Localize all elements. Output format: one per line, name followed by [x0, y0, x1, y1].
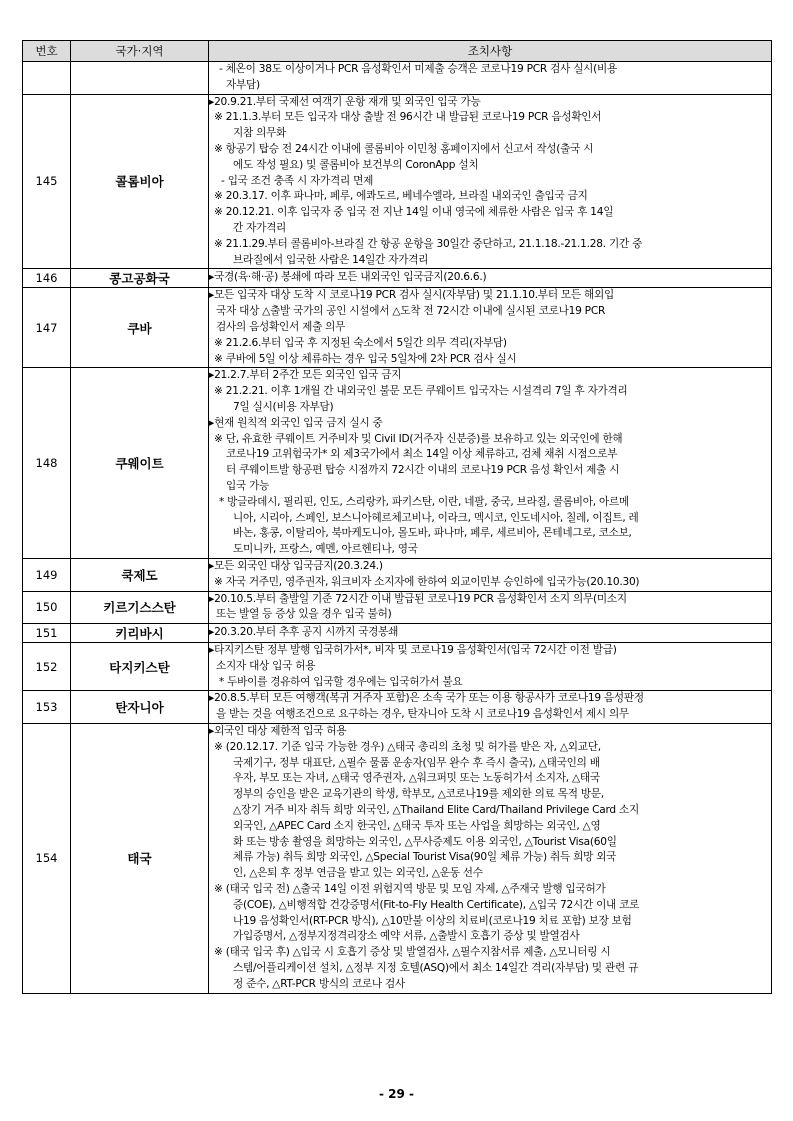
measure-cell	[209, 624, 772, 643]
measure-line: ▸21.2.7.부터 2주간 모든 외국인 입국 금지	[209, 369, 402, 382]
measure-cell	[209, 724, 772, 994]
measure-line: ※ 21.2.21. 이후 1개월 간 내외국인 불문 모든 쿠웨이트 입국자는 시설격리 7일 후 자가격리	[214, 385, 628, 398]
table-row	[23, 724, 772, 994]
measure-line: 니아, 시리아, 스페인, 보스니아헤르체고비나, 이라크, 멕시코, 인도네시아, 칠레, 이집트, 레	[233, 511, 639, 524]
country-name	[71, 62, 209, 95]
measure-line: 인, △은퇴 후 정부 연금을 받고 있는 외국인, △운동 선수	[233, 867, 483, 880]
table-row	[23, 269, 772, 288]
measure-line: 또는 발열 등 증상 있을 경우 입국 불허)	[216, 608, 392, 621]
measure-line: 체류 가능) 취득 희망 외국인, △Special Tourist Visa(90일 체류 가능) 취득 희망 외국	[233, 851, 617, 864]
measure-line: 정부의 승인을 받은 교육기관의 학생, 학부모, △코로나19를 제외한 의료 목적 방문,	[233, 788, 604, 801]
measure-line: ▸모든 외국인 대상 입국금지(20.3.24.)	[209, 559, 383, 572]
measure-line: △장기 거주 비자 취득 희망 외국인, △Thailand Elite Card/Thailand Privilege Card 소지	[233, 804, 639, 817]
measure-line: ▸20.8.5.부터 모든 여행객(복귀 거주자 포함)은 소속 국가 또는 이용 항공사가 코로나19 음성판정	[209, 692, 644, 705]
measure-line: ※ 20.3.17. 이후 파나마, 페루, 에콰도르, 베네수엘라, 브라질 내외국인 출입국 금지	[214, 190, 588, 203]
table-row	[23, 288, 772, 368]
measure-line: ※ 21.1.3.부터 모든 입국자 대상 출발 전 96시간 내 발급된 코로나19 PCR 음성확인서	[214, 111, 602, 124]
country-name: 타지키스탄	[71, 643, 209, 691]
measure-cell	[209, 643, 772, 691]
page-number: - 29 -	[378, 1087, 414, 1101]
country-name: 콜롬비아	[71, 94, 209, 269]
table-row	[23, 591, 772, 624]
measure-line: 화 또는 방송 촬영을 희망하는 외국인, △무사증제도 이용 외국인, △Tourist Visa(60일	[233, 835, 617, 848]
row-number: 146	[23, 269, 71, 288]
measure-line: ※ 단, 유효한 쿠웨이트 거주비자 및 Civil ID(거주자 신분증)를 보유하고 있는 외국인에 한해	[214, 432, 623, 445]
measure-line: ※ 쿠바에 5일 이상 체류하는 경우 입국 5일차에 2차 PCR 검사 실시	[214, 352, 517, 365]
measure-cell	[209, 62, 772, 95]
row-number: 151	[23, 624, 71, 643]
measure-cell	[209, 558, 772, 591]
country-name: 키르기스스탄	[71, 591, 209, 624]
country-name: 탄자니아	[71, 691, 209, 724]
country-name: 쿠웨이트	[71, 368, 209, 559]
row-number: 150	[23, 591, 71, 624]
country-name: 키리바시	[71, 624, 209, 643]
table-row	[23, 368, 772, 559]
header-measure: 조치사항	[209, 41, 772, 62]
measure-cell	[209, 288, 772, 368]
measure-line: * 두바이를 경유하여 입국할 경우에는 입국허가서 불요	[219, 675, 463, 688]
measure-line: ※ 항공기 탑승 전 24시간 이내에 콜롬비아 이민청 홈페이지에서 신고서 작성(출국 시	[214, 142, 594, 155]
measure-line: 코로나19 고위험국가* 외 제3국가에서 최소 14일 이상 체류하고, 검체 채취 시점으로부	[226, 448, 618, 461]
measure-line: ※ 21.1.29.부터 콜롬비아-브라질 간 항공 운항을 30일간 중단하고, 21.1.18.-21.1.28. 기간 중	[214, 237, 643, 250]
measure-line: ※ 21.2.6.부터 입국 후 지정된 숙소에서 5일간 의무 격리(자부담)	[214, 336, 507, 349]
measure-line: 정 준수, △RT-PCR 방식의 코로나 검사	[233, 977, 405, 990]
measure-line: ▸20.3.20.부터 추후 공지 시까지 국경봉쇄	[209, 626, 399, 639]
measure-line: ※ 자국 거주민, 영주권자, 워크비자 소지자에 한하여 외교이민부 승인하에 입국가능(20.10.30)	[214, 575, 640, 588]
country-name: 콩고공화국	[71, 269, 209, 288]
country-name: 쿠바	[71, 288, 209, 368]
measure-line: ▸외국인 대상 제한적 입국 허용	[209, 725, 347, 738]
row-number: 154	[23, 724, 71, 994]
measure-line: 자부담)	[226, 78, 260, 91]
measure-line: 나19 음성확인서(RT-PCR 방식), △10만불 이상의 치료비(코로나19 치료 포함) 보장 보험	[233, 914, 632, 927]
row-number: 153	[23, 691, 71, 724]
measure-line: 증(COE), △비행적합 건강증명서(Fit-to-Fly Health Certificate), △입국 72시간 이내 코로	[233, 898, 640, 911]
measure-cell	[209, 269, 772, 288]
measure-line: ▸국경(육·해·공) 봉쇄에 따라 모든 내외국인 입국금지(20.6.6.)	[209, 271, 487, 284]
measure-line: ▸타지키스탄 정부 발행 입국허가서*, 비자 및 코로나19 음성확인서(입국 72시간 이전 발급)	[209, 644, 617, 657]
measure-line: 지참 의무화	[233, 127, 287, 140]
table-header-row	[23, 41, 772, 62]
measure-line: ※ (태국 입국 후) △입국 시 호흡기 증상 및 발열검사, △필수지참서류 제출, △모니터링 시	[214, 946, 611, 959]
measure-line: 입국 가능	[226, 479, 270, 492]
measures-table	[22, 40, 772, 994]
row-number: 149	[23, 558, 71, 591]
measure-line: ※ (태국 입국 전) △출국 14일 이전 위험지역 방문 및 모임 자제, △주재국 발행 입국허가	[214, 883, 606, 896]
row-number: 145	[23, 94, 71, 269]
table-row	[23, 643, 772, 691]
measure-line: 브라질에서 입국한 사람은 14일간 자가격리	[233, 253, 429, 266]
row-number: 148	[23, 368, 71, 559]
row-number	[23, 62, 71, 95]
measure-line: 외국인, △APEC Card 소지 한국인, △태국 투자 또는 사업을 희망하는 외국인, △영	[233, 819, 601, 832]
measure-line: 바논, 홍콩, 이탈리아, 북마케도니아, 몰도바, 파나마, 페루, 세르비아, 몬테네그로, 코소보,	[233, 527, 632, 540]
measure-line: - 체온이 38도 이상이거나 PCR 음성확인서 미제출 승객은 코로나19 PCR 검사 실시(비용	[219, 63, 618, 75]
table-row	[23, 94, 772, 269]
measure-line: * 방글라데시, 필리핀, 인도, 스리랑카, 파키스탄, 이란, 네팔, 중국, 브라질, 콜롬비아, 아르메	[219, 495, 629, 508]
table-row	[23, 62, 772, 95]
measure-line: 도미니카, 프랑스, 예멘, 아르헨티나, 영국	[233, 543, 418, 556]
table-row	[23, 624, 772, 643]
measure-line: 스템/어플리케이션 설치, △정부 지정 호텔(ASQ)에서 최소 14일간 격리(자부담) 및 관련 규	[233, 962, 639, 975]
measure-line: 7일 실시(비용 자부담)	[233, 400, 334, 413]
country-name: 태국	[71, 724, 209, 994]
measure-line: 소지자 대상 입국 허용	[216, 659, 316, 672]
measure-cell	[209, 691, 772, 724]
measure-line: 가입증명서, △정부지정격리장소 예약 서류, △출발시 호흡기 증상 및 발열검사	[233, 930, 580, 943]
table-body	[23, 62, 772, 994]
measure-line: ▸모든 입국자 대상 도착 시 코로나19 PCR 검사 실시(자부담) 및 21.1.10.부터 모든 해외입	[209, 289, 614, 302]
measure-line: 을 받는 것을 여행조건으로 요구하는 경우, 탄자니아 도착 시 코로나19 음성확인서 제시 의무	[216, 708, 629, 721]
measure-line: - 입국 조건 충족 시 자가격리 면제	[221, 174, 374, 187]
table-row	[23, 558, 772, 591]
measure-line: 국자 대상 △출발 국가의 공인 시설에서 △도착 전 72시간 이내에 실시된 코로나19 PCR	[216, 305, 606, 318]
row-number: 152	[23, 643, 71, 691]
measure-cell	[209, 94, 772, 269]
header-number: 번호	[23, 41, 71, 62]
measure-line: ▸현재 원칙적 외국인 입국 금지 실시 중	[209, 416, 383, 429]
table-row	[23, 691, 772, 724]
row-number: 147	[23, 288, 71, 368]
measure-line: ▸20.10.5.부터 출발일 기준 72시간 이내 발급된 코로나19 PCR 음성확인서 소지 의무(미소지	[209, 592, 627, 605]
measure-line: 간 자가격리	[233, 221, 287, 234]
country-name: 쿡제도	[71, 558, 209, 591]
measure-line: ※ (20.12.17. 기준 입국 가능한 경우) △태국 총리의 초청 및 허가를 받은 자, △외교단,	[214, 740, 601, 753]
measure-line: ※ 20.12.21. 이후 입국자 중 입국 전 지난 14일 이내 영국에 체류한 사람은 입국 후 14일	[214, 206, 614, 219]
measure-cell	[209, 591, 772, 624]
measure-cell	[209, 368, 772, 559]
header-country: 국가·지역	[71, 41, 209, 62]
measure-line: 에도 작성 필요) 및 콜롬비아 보건부의 CoronApp 설치	[233, 158, 479, 171]
measure-line: 터 쿠웨이트발 항공편 탑승 시점까지 72시간 이내의 코로나19 PCR 음성 확인서 제출 시	[226, 464, 620, 477]
measure-line: 검사의 음성확인서 제출 의무	[216, 320, 346, 333]
measure-line: ▸20.9.21.부터 국제선 여객기 운항 재개 및 외국인 입국 가능	[209, 95, 481, 108]
measure-line: 우자, 부모 또는 자녀, △태국 영주권자, △워크퍼밋 또는 노동허가서 소지자, △태국	[233, 772, 600, 785]
measure-line: 국제기구, 정부 대표단, △필수 물품 운송자(임무 완수 후 즉시 출국), △태국인의 배	[233, 756, 600, 769]
